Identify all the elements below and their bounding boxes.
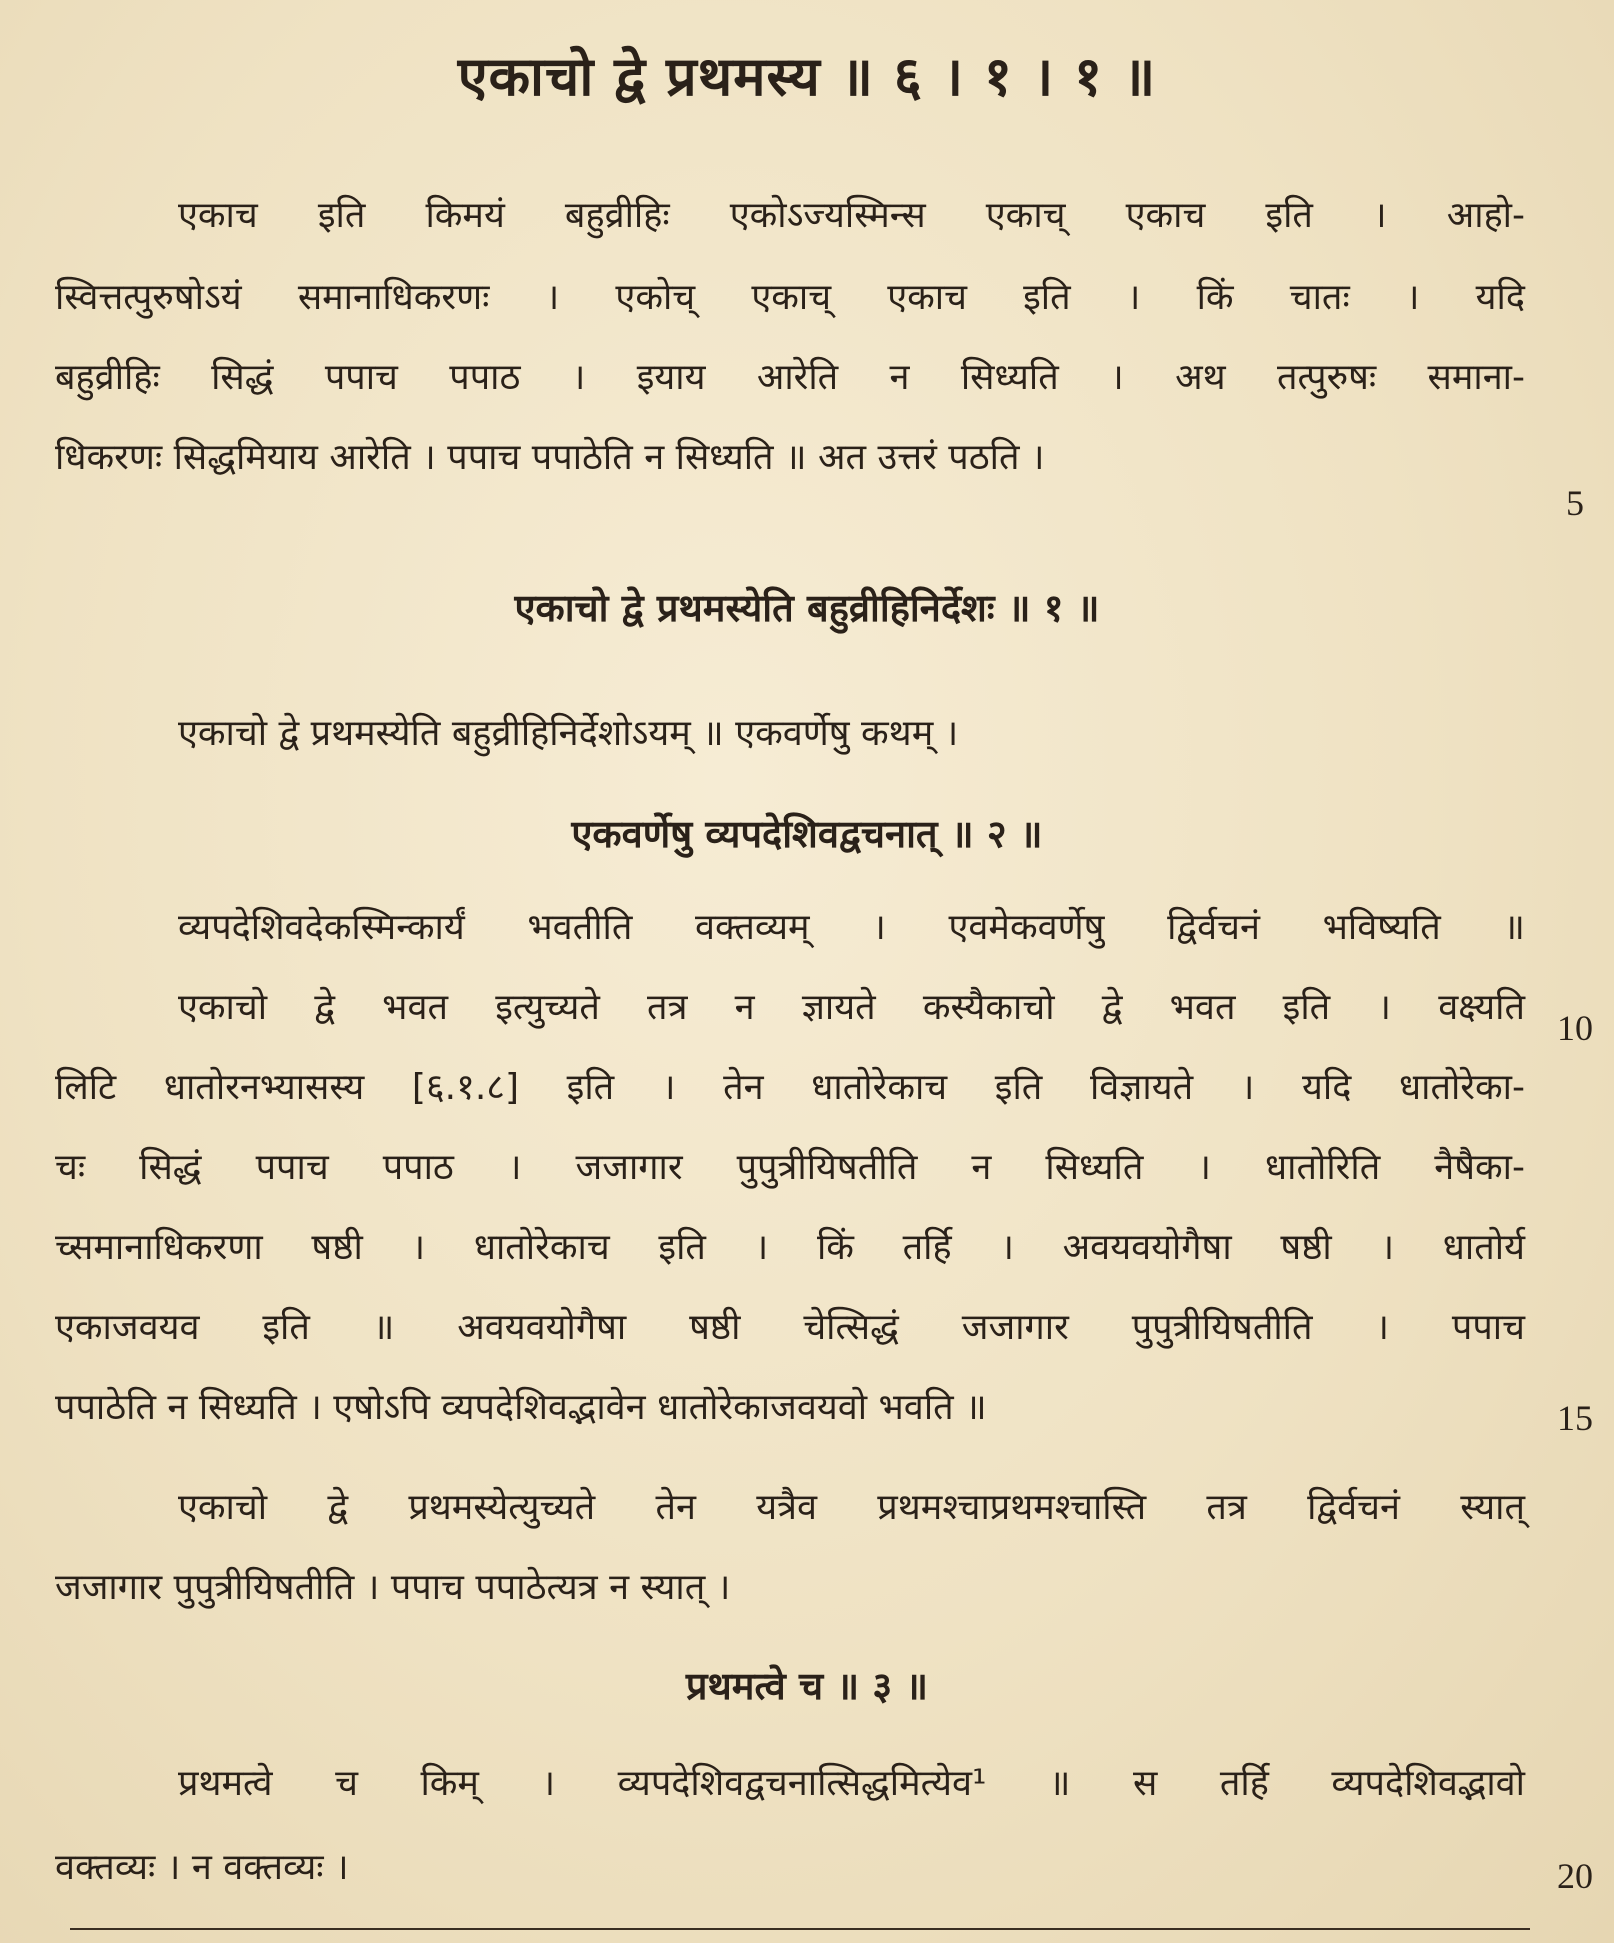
text-line: धिकरणः सिद्धमियाय आरेति । पपाच पपाठेति न सिध्यति ॥ अत उत्तरं पठति ।: [55, 437, 1045, 478]
text-line: एकाचो द्वे प्रथमस्येत्युच्यते तेन यत्रैव प्रथमश्चाप्रथमश्चास्ति तत्र द्विर्वचनं स्यात्: [178, 1487, 1525, 1528]
text-line: एकाजवयव इति ॥ अवयवयोगैषा षष्ठी चेत्सिद्धं जजागार पुपुत्रीयिषतीति । पपाच: [55, 1307, 1525, 1348]
text-line: लिटि धातोरनभ्यासस्य [६.१.८] इति । तेन धातोरेकाच इति विज्ञायते । यदि धातोरेका-: [55, 1067, 1525, 1108]
text-line: एकाच इति किमयं बहुव्रीहिः एकोऽज्यस्मिन्स एकाच् एकाच इति । आहो-: [178, 195, 1525, 236]
text-line: चः सिद्धं पपाच पपाठ । जजागार पुपुत्रीयिषतीति न सिध्यति । धातोरिति नैषैका-: [55, 1147, 1525, 1188]
section-heading: एकाचो द्वे प्रथमस्येति बहुव्रीहिनिर्देशः ॥ १ ॥: [514, 586, 1100, 630]
page-title: एकाचो द्वे प्रथमस्य ॥ ६ । १ । १ ॥: [457, 45, 1157, 108]
section-heading: प्रथमत्वे च ॥ ३ ॥: [685, 1664, 929, 1708]
text-line: व्यपदेशिवदेकस्मिन्कार्यं भवतीति वक्तव्यम् । एवमेकवर्णेषु द्विर्वचनं भविष्यति ॥: [178, 907, 1525, 948]
text-line: पपाठेति न सिध्यति । एषोऽपि व्यपदेशिवद्भावेन धातोरेकाजवयवो भवति ॥: [55, 1387, 987, 1428]
line-number: 15: [1557, 1398, 1593, 1438]
line-number: 10: [1557, 1008, 1593, 1048]
text-line: एकाचो द्वे प्रथमस्येति बहुव्रीहिनिर्देशोऽयम् ॥ एकवर्णेषु कथम् ।: [178, 713, 959, 754]
section-heading: एकवर्णेषु व्यपदेशिवद्वचनात् ॥ २ ॥: [571, 812, 1043, 856]
text-line: जजागार पुपुत्रीयिषतीति । पपाच पपाठेत्यत्र न स्यात् ।: [55, 1567, 731, 1608]
text-line: प्रथमत्वे च किम् । व्यपदेशिवद्वचनात्सिद्धमित्येव¹ ॥ स तर्हि व्यपदेशिवद्भावो: [178, 1763, 1525, 1804]
text-line: स्वित्तत्पुरुषोऽयं समानाधिकरणः । एकोच् एकाच् एकाच इति । किं चातः । यदि: [55, 277, 1525, 318]
text-line: वक्तव्यः । न वक्तव्यः ।: [55, 1847, 349, 1888]
line-number: 20: [1557, 1856, 1593, 1896]
text-line: बहुव्रीहिः सिद्धं पपाच पपाठ । इयाय आरेति न सिध्यति । अथ तत्पुरुषः समाना-: [55, 357, 1525, 398]
line-number: 5: [1566, 483, 1584, 523]
text-line: च्समानाधिकरणा षष्ठी । धातोरेकाच इति । किं तर्हि । अवयवयोगैषा षष्ठी । धातोर्य: [55, 1227, 1525, 1268]
text-line: एकाचो द्वे भवत इत्युच्यते तत्र न ज्ञायते कस्यैकाचो द्वे भवत इति । वक्ष्यति: [178, 987, 1525, 1028]
footnote-rule: [70, 1928, 1530, 1930]
